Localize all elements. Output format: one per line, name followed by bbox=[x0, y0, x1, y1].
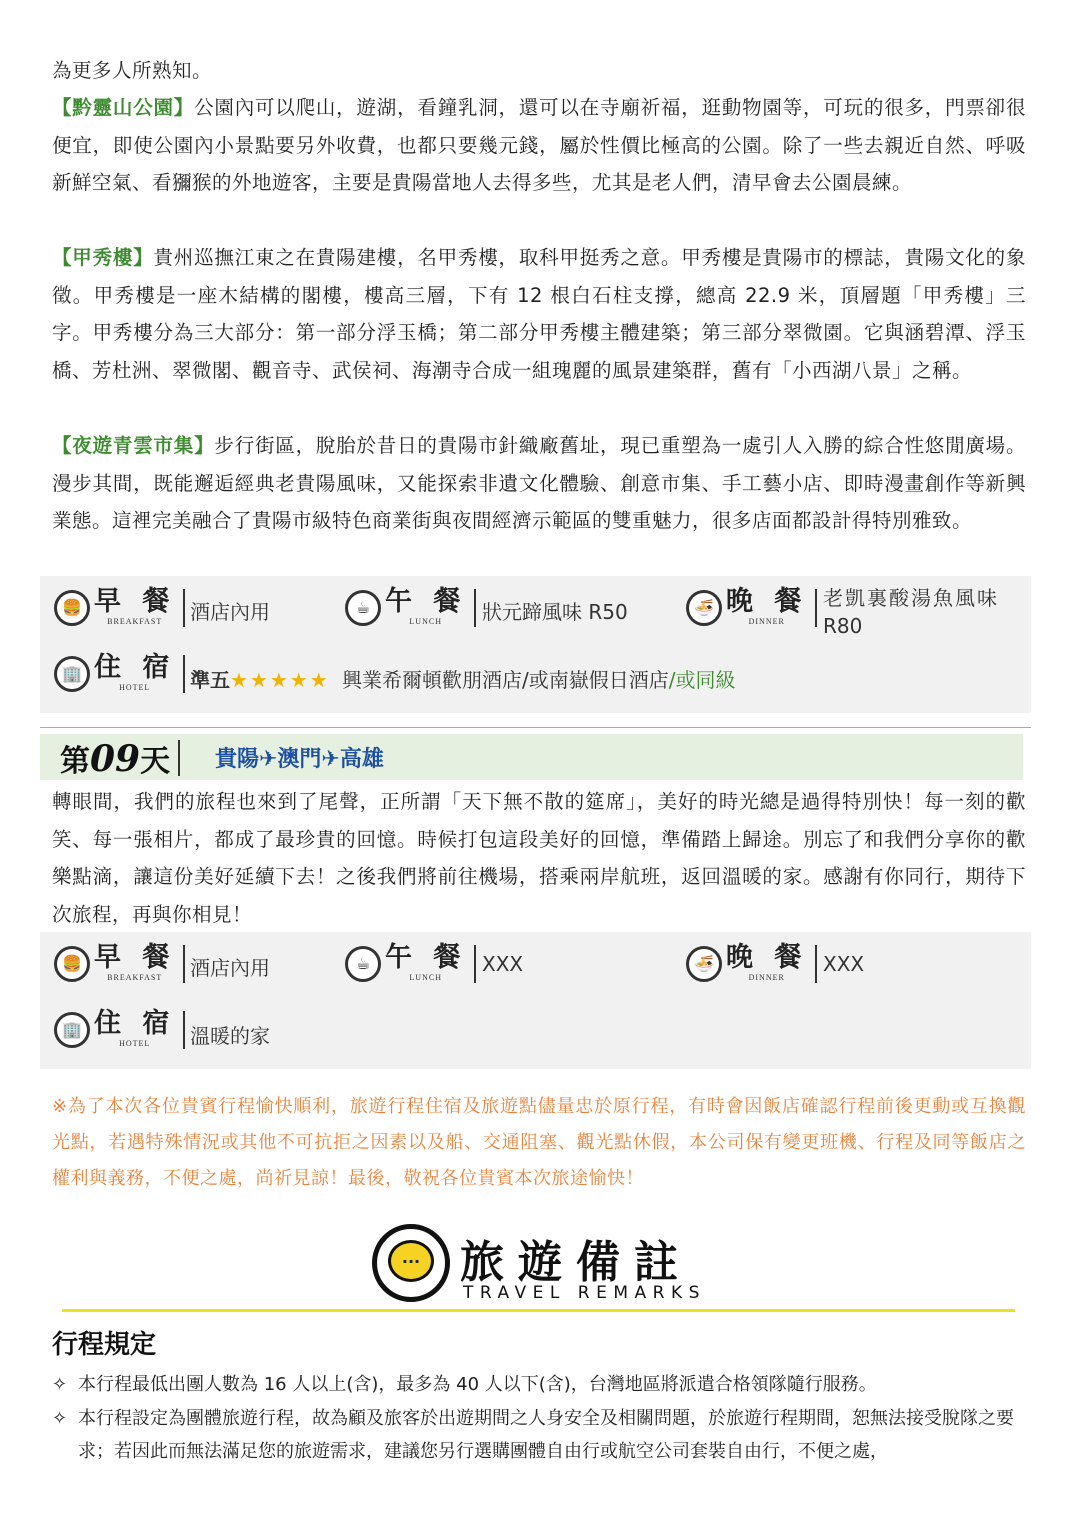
lunch-value: 狀元蹄風味 R50 bbox=[482, 600, 628, 624]
attraction-qingyun-market bbox=[52, 427, 1026, 540]
divider bbox=[40, 727, 1031, 728]
notice-text: ※為了本次各位貴賓行程愉快順利，旅遊行程住宿及旅遊點儘量忠於原行程，有時會因飯店確認行程前後更動或互換觀光點，若遇特殊情況或其他不可抗拒之因素以及船、交通阻塞、觀光點休假，本公司保有變更班機、行程及同等飯店之權利與義務，不便之處，尚祈見諒！最後，敬祝各位貴賓本次旅途愉快！ bbox=[52, 1096, 1026, 1189]
rule-item: ✧ 本行程最低出團人數為 16 人以上(含)，最多為 40 人以下(含)，台灣地區將派遣合格領隊隨行服務。 bbox=[52, 1368, 1026, 1401]
coffee-cup-icon: ☕ bbox=[345, 946, 381, 982]
attraction-name: 【黔靈山公園】 bbox=[52, 96, 195, 119]
attraction-jiaxiulou bbox=[52, 239, 1026, 389]
day-route: 貴陽✈澳門✈高雄 bbox=[215, 747, 384, 772]
hotel-value: 溫暖的家 bbox=[190, 1024, 270, 1048]
attraction-name: 【甲秀樓】 bbox=[52, 246, 154, 269]
remarks-subtitle: TRAVEL REMARKS bbox=[463, 1283, 706, 1303]
building-icon: 🏢 bbox=[54, 656, 90, 692]
hotel-label: 🏢 住 宿 HOTEL bbox=[54, 1010, 185, 1049]
rule-item: ✧ 本行程設定為團體旅遊行程，故為顧及旅客於出遊期間之人身安全及相關問題，於旅遊行程期間，恕無法接受脫隊之要求；若因此而無法滿足您的旅遊需求，建議您另行選購團體自由行或航空公司套裝自由行，不便之處， bbox=[52, 1402, 1026, 1468]
noodle-bowl-icon: 🍜 bbox=[686, 946, 722, 982]
hotel-value bbox=[190, 664, 736, 693]
section-title: 行程規定 bbox=[52, 1330, 157, 1360]
hotel-alt: /或同級 bbox=[668, 668, 736, 692]
burger-icon: 🍔 bbox=[54, 590, 90, 626]
lunch-value: XXX bbox=[482, 952, 524, 976]
breakfast-label: 🍔 早 餐 BREAKFAST bbox=[54, 588, 185, 627]
dinner-value-line1: 老凱裏酸湯魚風味 bbox=[823, 586, 999, 610]
breakfast-label: 🍔 早 餐 BREAKFAST bbox=[54, 944, 185, 983]
speech-bubble-icon: ··· bbox=[372, 1224, 450, 1302]
attraction-text: 公園內可以爬山，遊湖，看鐘乳洞，還可以在寺廟祈福，逛動物園等，可玩的很多，門票卻很便宜，即使公園內小景點要另外收費，也都只要幾元錢，屬於性價比極高的公園。除了一些去親近自然、呼吸新鮮空氣、看獼猴的外地遊客，主要是貴陽當地人去得多些，尤其是老人們，清早會去公園晨練。 bbox=[52, 96, 1026, 194]
breakfast-value: 酒店內用 bbox=[190, 956, 270, 980]
hotel-grade: 準五 bbox=[190, 668, 230, 692]
hotel-label: 🏢 住 宿 HOTEL bbox=[54, 654, 185, 693]
hotel-name: 興業希爾頓歡朋酒店/或南嶽假日酒店 bbox=[342, 668, 669, 692]
burger-icon: 🍔 bbox=[54, 946, 90, 982]
dinner-value: XXX bbox=[823, 952, 865, 976]
day-number: 第09天 bbox=[60, 738, 171, 780]
building-icon: 🏢 bbox=[54, 1012, 90, 1048]
noodle-bowl-icon: 🍜 bbox=[686, 590, 722, 626]
day-header bbox=[40, 734, 1023, 780]
attraction-text: 貴州巡撫江東之在貴陽建樓，名甲秀樓，取科甲挺秀之意。甲秀樓是貴陽市的標誌，貴陽文化的象徵。甲秀樓是一座木結構的閣樓，樓高三層，下有 12 根白石柱支撐，總高 22.9 米，頂層題「甲秀樓」三字。甲秀樓分為三大部分：第一部分浮玉橋；第二部分甲秀樓主體建築；第三部分翠微園。它與涵碧潭、浮玉橋、芳杜洲、翠微閣、觀音寺、武侯祠、海潮寺合成一組瑰麗的風景建築群，舊有「小西湖八景」之稱。 bbox=[52, 246, 1026, 382]
star-rating-icon: ★★★★★ bbox=[230, 668, 330, 692]
lunch-label: ☕ 午 餐 LUNCH bbox=[345, 944, 476, 983]
meal-box-day9 bbox=[40, 932, 1031, 1069]
diamond-bullet-icon: ✧ bbox=[52, 1408, 68, 1429]
attraction-name: 【夜遊青雲市集】 bbox=[52, 434, 215, 457]
lunch-label: ☕ 午 餐 LUNCH bbox=[345, 588, 476, 627]
coffee-cup-icon: ☕ bbox=[345, 590, 381, 626]
meal-box-day8 bbox=[40, 576, 1031, 713]
intro-tail: 為更多人所熟知。 bbox=[52, 59, 213, 82]
dinner-label: 🍜 晚 餐 DINNER bbox=[686, 588, 817, 627]
dinner-value-line2: R80 bbox=[823, 614, 863, 638]
attraction-qianlingshan bbox=[52, 89, 1026, 202]
dinner-label: 🍜 晚 餐 DINNER bbox=[686, 944, 817, 983]
day9-description: 轉眼間，我們的旅程也來到了尾聲，正所謂「天下無不散的筵席」，美好的時光總是過得特別快！每一刻的歡笑、每一張相片，都成了最珍貴的回憶。時候打包這段美好的回憶，準備踏上歸途。別忘了和我們分享你的歡樂點滴，讓這份美好延續下去！之後我們將前往機場，搭乘兩岸航班，返回溫暖的家。感謝有你同行，期待下次旅程，再與你相見！ bbox=[52, 790, 1026, 926]
breakfast-value: 酒店內用 bbox=[190, 600, 270, 624]
remarks-title: 旅遊備註 bbox=[460, 1237, 692, 1288]
diamond-bullet-icon: ✧ bbox=[52, 1374, 68, 1395]
yellow-divider bbox=[62, 1309, 1015, 1312]
attraction-text: 步行街區，脫胎於昔日的貴陽市針織廠舊址，現已重塑為一處引人入勝的綜合性悠閒廣場。漫步其間，既能邂逅經典老貴陽風味，又能探索非遺文化體驗、創意市集、手工藝小店、即時漫畫創作等新興業態。這裡完美融合了貴陽市級特色商業街與夜間經濟示範區的雙重魅力，很多店面都設計得特別雅致。 bbox=[52, 434, 1026, 532]
